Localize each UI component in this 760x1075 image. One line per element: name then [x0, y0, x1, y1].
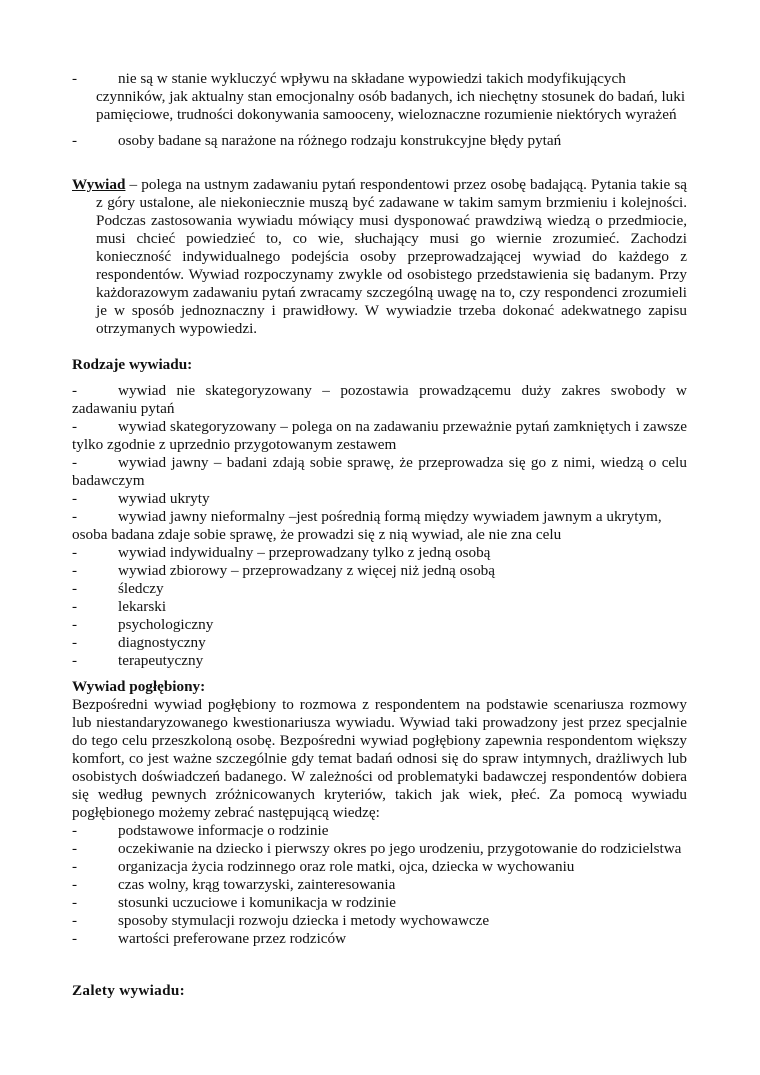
- list-item-text: czas wolny, krąg towarzyski, zainteresowania: [118, 876, 396, 893]
- list-item: [72, 858, 687, 876]
- list-item-text: podstawowe informacje o rodzinie: [118, 822, 329, 839]
- list-item: [72, 822, 687, 840]
- list-item-text: stosunki uczuciowe i komunikacja w rodzinie: [118, 894, 396, 911]
- bullet-dash: -: [72, 822, 78, 839]
- bullet-dash: -: [72, 418, 78, 435]
- list-item: [72, 132, 687, 150]
- bullet-dash: -: [72, 508, 78, 525]
- list-item-text: wywiad nie skategoryzowany – pozostawia prowadzącemu duży zakres swobody w zadawaniu pytań: [72, 382, 687, 417]
- bullet-dash: -: [72, 562, 78, 579]
- list-item: [72, 454, 687, 490]
- limitations-list: [72, 70, 687, 150]
- bullet-dash: -: [72, 930, 78, 947]
- bullet-dash: -: [72, 652, 78, 669]
- poglebiony-paragraph: Bezpośredni wywiad pogłębiony to rozmowa z respondentem na podstawie scenariusza rozmowy lub niestandaryzowanego kwestionariusza wywiadu. Wywiad taki prowadzony jest przez specjalnie do tego celu przeszkoloną osobę. Bezpośredni wywiad pogłębiony zapewnia respondentom większy komfort, co jest ważne szczególnie gdy temat badań odnosi się do spraw intymnych, drażliwych lub osobistych doświadczeń badanego. W zależności od problematyki badawczej respondentów dobiera się według pewnych zróżnicowanych kryteriów, takich jak wiek, płeć. Za pomocą wywiadu pogłębionego możemy zebrać następującą wiedzę:: [72, 696, 687, 821]
- bullet-dash: -: [72, 894, 78, 911]
- list-item-text: nie są w stanie wykluczyć wpływu na składane wypowiedzi takich modyfikujących czynników, jak aktualny stan emocjonalny osób badanych, ich niechętny stosunek do badań, luki pamięciowe, trudności dokonywania samooceny, wieloznaczne rozumienie niektórych wyrażeń: [96, 70, 686, 123]
- list-item-text: osoby badane są narażone na różnego rodzaju konstrukcyjne błędy pytań: [118, 132, 562, 149]
- bullet-dash: -: [72, 70, 78, 87]
- list-item: [72, 382, 687, 418]
- bullet-dash: -: [72, 490, 78, 507]
- list-item-text: diagnostyczny: [118, 634, 206, 651]
- list-item: [72, 490, 687, 508]
- list-item: [72, 562, 687, 580]
- list-item-text: śledczy: [118, 580, 164, 597]
- interview-types-list: [72, 382, 687, 670]
- definition-text: – polega na ustnym zadawaniu pytań respondentowi przez osobę badającą. Pytania takie są z góry ustalone, ale niekoniecznie muszą być zadawane w takim samym brzmieniu i kolejności. Podczas zastosowania wywiadu mówiący musi dysponować prawdziwą wiedzą o przedmiocie, musi chcieć powiedzieć to, co wie, słuchający musi go wiernie zrozumieć. Zachodzi konieczność indywidualnego podejścia osoby przeprowadzającej wywiad do każdego z respondentów. Wywiad rozpoczynamy zwykle od osobistego przedstawienia się badanym. Przy każdorazowym zadawaniu pytań zwracamy szczególną uwagę na to, czy respondenci zrozumieli je w sposób jednoznaczny i prawidłowy. W wywiadzie trzeba dokonać adekwatnego zapisu otrzymanych wypowiedzi.: [96, 176, 687, 337]
- list-item-text: wywiad ukryty: [118, 490, 210, 507]
- list-item: [72, 840, 687, 858]
- bullet-dash: -: [72, 858, 78, 875]
- bullet-dash: -: [72, 132, 78, 149]
- section-heading-zalety: Zalety wywiadu:: [72, 982, 185, 999]
- list-item: [72, 634, 687, 652]
- list-item-text: lekarski: [118, 598, 167, 615]
- list-item: [72, 912, 687, 930]
- bullet-dash: -: [72, 598, 78, 615]
- list-item: [72, 70, 687, 124]
- list-item-text: wywiad jawny nieformalny –jest pośrednią formą między wywiadem jawnym a ukrytym, osoba badana zdaje sobie sprawę, że prowadzi się z nią wywiad, ale nie zna celu: [72, 508, 662, 543]
- list-item-text: wywiad zbiorowy – przeprowadzany z więcej niż jedną osobą: [118, 562, 496, 579]
- list-item-text: psychologiczny: [118, 616, 214, 633]
- list-item: [72, 652, 687, 670]
- list-item-text: wywiad jawny – badani zdają sobie sprawę, że przeprowadza się go z nimi, wiedzą o celu badawczym: [72, 454, 687, 489]
- bullet-dash: -: [72, 544, 78, 561]
- list-item-text: wywiad skategoryzowany – polega on na zadawaniu przeważnie pytań zamkniętych i zawsze tylko zgodnie z uprzednio przygotowanym zestawem: [72, 418, 687, 453]
- list-item: [72, 544, 687, 562]
- term-wywiad: Wywiad: [72, 176, 126, 193]
- list-item: [72, 876, 687, 894]
- bullet-dash: -: [72, 634, 78, 651]
- bullet-dash: -: [72, 840, 78, 857]
- document-page: [72, 70, 687, 1000]
- bullet-dash: -: [72, 912, 78, 929]
- bullet-dash: -: [72, 580, 78, 597]
- list-item: [72, 598, 687, 616]
- list-item: [72, 580, 687, 598]
- list-item: [72, 616, 687, 634]
- bullet-dash: -: [72, 616, 78, 633]
- list-item: [72, 894, 687, 912]
- list-item-text: oczekiwanie na dziecko i pierwszy okres po jego urodzeniu, przygotowanie do rodzicielstwa: [118, 840, 682, 857]
- list-item-text: sposoby stymulacji rozwoju dziecka i metody wychowawcze: [118, 912, 490, 929]
- bullet-dash: -: [72, 876, 78, 893]
- bullet-dash: -: [72, 382, 78, 399]
- list-item: [72, 418, 687, 454]
- section-heading-rodzaje: Rodzaje wywiadu:: [72, 356, 193, 373]
- knowledge-list: [72, 822, 687, 948]
- list-item-text: wartości preferowane przez rodziców: [118, 930, 347, 947]
- list-item: [72, 508, 687, 544]
- list-item: [72, 930, 687, 948]
- list-item-text: terapeutyczny: [118, 652, 204, 669]
- list-item-text: wywiad indywidualny – przeprowadzany tylko z jedną osobą: [118, 544, 491, 561]
- list-item-text: organizacja życia rodzinnego oraz role matki, ojca, dziecka w wychowaniu: [118, 858, 575, 875]
- wywiad-definition: [72, 176, 687, 338]
- bullet-dash: -: [72, 454, 78, 471]
- section-heading-poglebiony: Wywiad pogłębiony:: [72, 678, 206, 695]
